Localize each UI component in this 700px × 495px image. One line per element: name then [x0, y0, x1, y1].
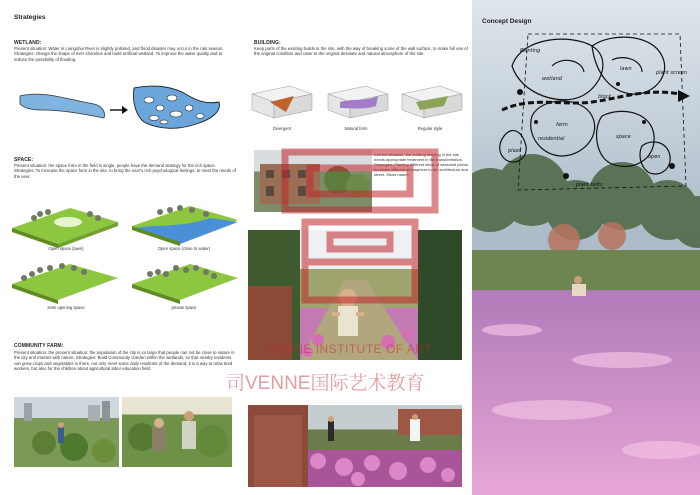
watermark-text-cn: 司VENNE国际艺术教育 — [226, 373, 425, 394]
regular-style-diagram — [402, 86, 462, 118]
natural-form-diagram — [328, 86, 388, 118]
building-diagrams — [250, 84, 470, 126]
sketch-label-block: block — [598, 94, 612, 100]
garden-photo-child — [248, 230, 462, 360]
sketch-label-wetland: wetland — [542, 76, 562, 82]
concept-title: Concept Design — [482, 18, 532, 25]
farm-heading: COMMUNITY FARM: — [14, 343, 64, 349]
farm-text: Present situation: the present situation: the population of the city is so large that people can not be close to nature in the city and interact with nature. Strategies: Build Community Garden within the wetlands, so that nearby residents can grow crops and vegetables in there, not only meet some daily residents of the demand, it is a way to relax tired workers, but also for the children about agricultural labor education field. — [14, 350, 235, 372]
building-photo — [254, 150, 372, 212]
open-space-lawn — [12, 208, 118, 248]
building-note: Current situation: the existing building in the site needs appropriate treatment in the transformation. Strategies: Planting different kinds of seasonal plants to create different atmosphere in the architecture and street. Show nature. — [374, 152, 468, 177]
building-heading: BUILDING: — [254, 40, 281, 46]
arrow-head-icon — [122, 106, 128, 114]
garden-photo-flowers — [248, 405, 462, 487]
sketch-label-open: open — [648, 154, 661, 160]
space-heading: SPACE: — [14, 157, 34, 163]
sketch-label-planting: Planting — [520, 48, 541, 54]
caption-open-water: Open space (close to water) — [157, 246, 211, 251]
open-space-water — [132, 205, 238, 246]
sketch-label-space: space — [616, 134, 631, 140]
building-text: Keep parts of the existing builds in the site, with the way of breaking some of the wall surface, to make full use of the original condition and cater to the original desolate and natural atmosphere of the site. — [254, 46, 468, 57]
sketch-label-plant-screen: plant screen — [656, 70, 688, 76]
space-text: Present situation: the space form in the field is single, people have the demand strategy for the rich space. Strategies: To increase the space form in the site, to bring the user's rich psychological feelings, to meet the needs of the user. — [14, 163, 236, 179]
watermark-text-en: VENNE INSTITUTE OF ART — [268, 342, 433, 356]
sketch-label-farm: farm — [556, 122, 568, 128]
sketch-label-plant-belts: plant belts — [576, 182, 603, 188]
caption-regular: Regular style — [417, 126, 443, 131]
caption-private: private space — [171, 305, 197, 310]
semi-opening-space — [12, 263, 118, 304]
caption-divergent: Divergent — [273, 126, 291, 131]
river-after — [133, 86, 219, 128]
strategies-page — [0, 0, 240, 495]
private-space — [132, 264, 238, 304]
caption-natural: Natural form — [344, 126, 368, 131]
caption-semi-open: semi opening space — [47, 305, 85, 310]
wetland-text: Present situation: Water in Liangshui River is slightly polluted, and flood disaster may occur in the rain season. Strategies: change the shape of river shoreline and build artificial wetland. To improve the water quality and to reduce the possibility of flooding. — [14, 46, 224, 62]
concept-design-page — [472, 0, 700, 495]
concept-sketch — [492, 26, 692, 196]
wetland-heading: WETLAND: — [14, 40, 42, 46]
caption-open-lawn: Open space (lawn) — [48, 246, 84, 251]
sketch-label-plaza: plaza — [508, 148, 522, 154]
divergent-diagram — [252, 86, 312, 118]
sketch-label-residential: residential — [538, 136, 565, 142]
sketch-label-lawn: lawn — [620, 66, 632, 72]
river-before — [20, 94, 105, 118]
farm-photo-elder — [122, 397, 232, 467]
page-title: Strategies — [14, 14, 46, 21]
farm-photo-city — [14, 397, 119, 467]
river-diagram — [14, 78, 234, 138]
space-diagrams — [10, 198, 240, 308]
building-page — [240, 0, 472, 495]
